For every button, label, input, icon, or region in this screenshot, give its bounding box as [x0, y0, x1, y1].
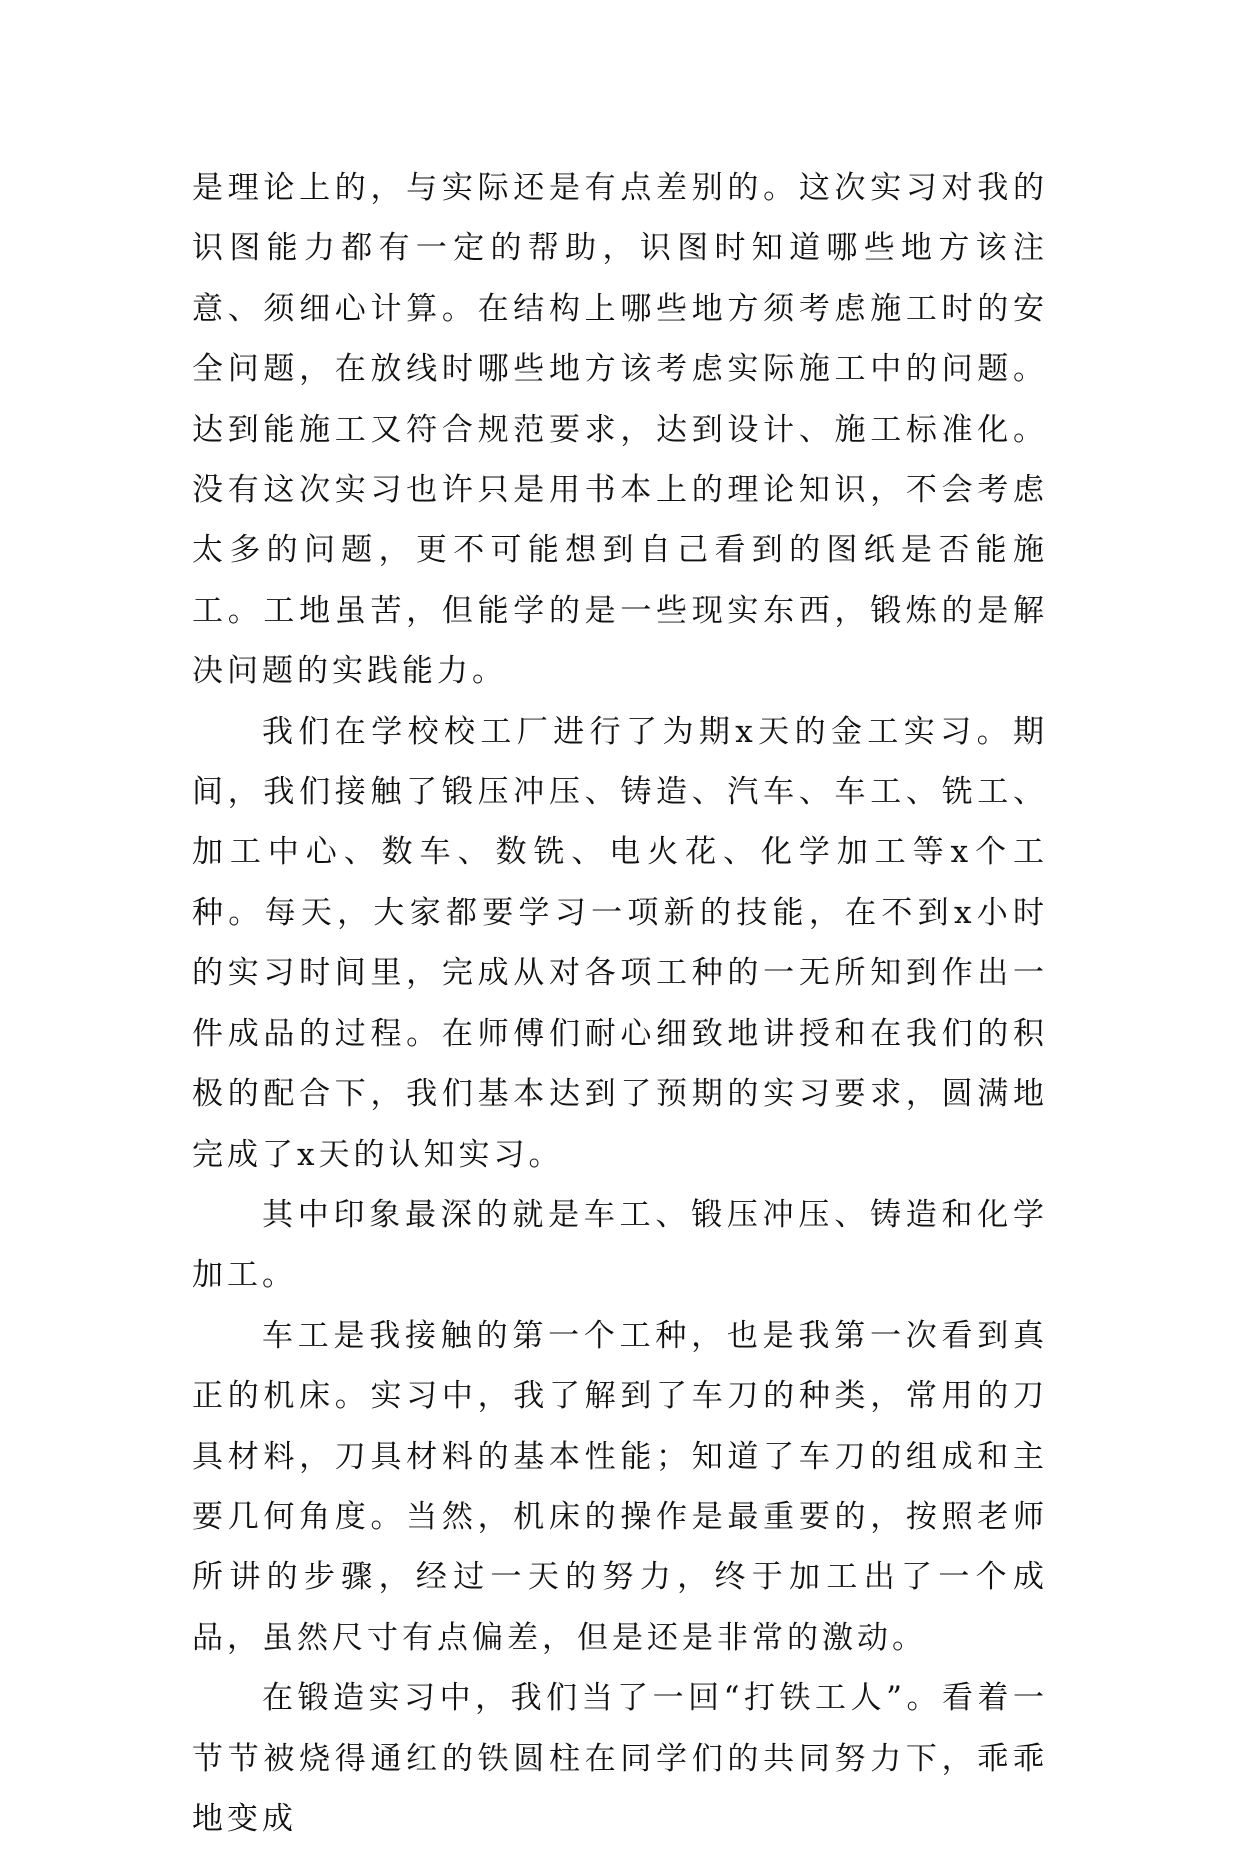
- paragraph-metalwork-internship: 我们在学校校工厂进行了为期x天的金工实习。期间，我们接触了锻压冲压、铸造、汽车、车工、铣工、加工中心、数车、数铣、电火花、化学加工等x个工种。每天，大家都要学习一项新的技能，在不到x小时的实习时间里，完成从对各项工种的一无所知到作出一件成品的过程。在师傅们耐心细致地讲授和在我们的积极的配合下，我们基本达到了预期的实习要求，圆满地完成了x天的认知实习。: [192, 713, 1048, 1173]
- document-body: [192, 158, 1048, 1849]
- paragraph-continuation: 是理论上的，与实际还是有点差别的。这次实习对我的识图能力都有一定的帮助，识图时知道哪些地方该注意、须细心计算。在结构上哪些地方须考虑施工时的安全问题，在放线时哪些地方该考虑实际施工中的问题。达到能施工又符合规范要求，达到设计、施工标准化。没有这次实习也许只是用书本上的理论知识，不会考虑太多的问题，更不可能想到自己看到的图纸是否能施工。工地虽苦，但能学的是一些现实东西，锻炼的是解决问题的实践能力。: [192, 170, 1048, 690]
- paragraph-deepest-impression: 其中印象最深的就是车工、锻压冲压、铸造和化学加工。: [192, 1196, 1048, 1294]
- paragraph-forging: 在锻造实习中，我们当了一回“打铁工人”。看着一节节被烧得通红的铁圆柱在同学们的共同努力下，乖乖地变成: [192, 1680, 1048, 1837]
- paragraph-lathe-work: 车工是我接触的第一个工种，也是我第一次看到真正的机床。实习中，我了解到了车刀的种类，常用的刀具材料，刀具材料的基本性能；知道了车刀的组成和主要几何角度。当然，机床的操作是最重要的，按照老师所讲的步骤，经过一天的努力，终于加工出了一个成品，虽然尺寸有点偏差，但是还是非常的激动。: [192, 1317, 1048, 1656]
